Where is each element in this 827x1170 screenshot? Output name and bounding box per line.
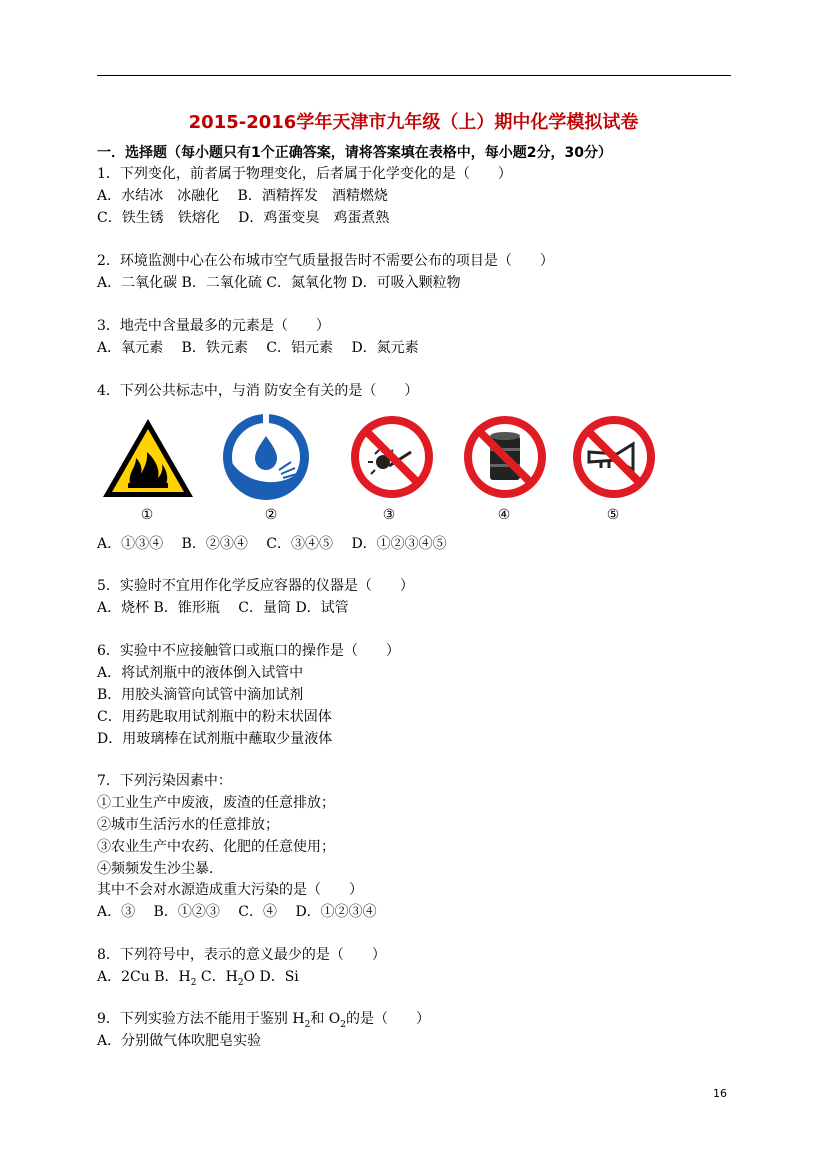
q6-option-c: C．用药匙取用试剂瓶中的粉末状固体 — [97, 709, 332, 725]
section-heading: 一．选择题（每小题只有1个正确答案，请将答案填在表格中，每小题2分，30分） — [97, 145, 612, 161]
no-oil-drum-icon — [462, 414, 548, 500]
q4-stem: 4．下列公共标志中，与消 防安全有关的是（ ） — [97, 383, 419, 399]
q8-option-d: D．Si — [259, 969, 299, 985]
sign-label-4: ④ — [497, 507, 511, 523]
water-saving-icon — [221, 412, 311, 502]
sign-label-2: ② — [264, 507, 278, 523]
no-horn-icon — [571, 414, 657, 500]
q3-stem: 3．地壳中含量最多的元素是（ ） — [97, 318, 330, 334]
q3-options: A．氧元素 B．铁元素 C．铝元素 D．氮元素 — [97, 340, 419, 356]
q8-options — [97, 968, 299, 992]
q7-question: 其中不会对水源造成重大污染的是（ ） — [97, 882, 363, 898]
flammable-warning-icon — [100, 416, 196, 500]
q8-option-a: A．2Cu — [97, 969, 150, 985]
q6-option-b: B．用胶头滴管向试管中滴加试剂 — [97, 687, 304, 703]
sign-label-3: ③ — [382, 507, 396, 523]
q7-options: A．③ B．①②③ C．④ D．①②③④ — [97, 904, 377, 920]
q6-option-d: D．用玻璃棒在试剂瓶中蘸取少量液体 — [97, 731, 333, 747]
q9-stem: 9．下列实验方法不能用于鉴别 $H_2$和 $O_2$的是（ ） — [97, 1011, 430, 1030]
q1-options-ab: A．水结冰 冰融化 B．酒精挥发 酒精燃烧 — [97, 188, 388, 204]
q2-stem: 2．环境监测中心在公布城市空气质量报告时不需要公布的项目是（ ） — [97, 253, 554, 269]
q2-options: A．二氧化碳 B．二氧化硫 C．氮氧化物 D．可吸入颗粒物 — [97, 275, 461, 291]
q9-option-a: A．分别做气体吹肥皂实验 — [97, 1033, 262, 1049]
q5-stem: 5．实验时不宜用作化学反应容器的仪器是（ ） — [97, 578, 414, 594]
q1-options-cd: C．铁生锈 铁熔化 D．鸡蛋变臭 鸡蛋煮熟 — [97, 210, 390, 226]
q7-item-2: ②城市生活污水的任意排放； — [97, 817, 279, 833]
exam-title: 2015-2016学年天津市九年级（上）期中化学模拟试卷 — [188, 112, 639, 133]
q8-option-c: C．$H_2O$ — [200, 969, 256, 988]
q5-options: A．烧杯 B．锥形瓶 C．量筒 D．试管 — [97, 600, 349, 616]
sign-label-1: ① — [140, 507, 154, 523]
q8-option-b: B．$H_2$ — [154, 969, 197, 988]
q7-item-4: ④频频发生沙尘暴． — [97, 861, 223, 877]
q7-stem: 7．下列污染因素中： — [97, 773, 232, 789]
q6-option-a: A．将试剂瓶中的液体倒入试管中 — [97, 665, 304, 681]
sign-label-5: ⑤ — [606, 507, 620, 523]
q8-stem: 8．下列符号中，表示的意义最少的是（ ） — [97, 947, 386, 963]
no-fireworks-icon — [349, 414, 435, 500]
q7-item-3: ③农业生产中农药、化肥的任意使用； — [97, 839, 335, 855]
q6-stem: 6．实验中不应接触管口或瓶口的操作是（ ） — [97, 643, 400, 659]
page-number: 16 — [713, 1087, 727, 1100]
q4-options: A．①③④ B．②③④ C．③④⑤ D．①②③④⑤ — [97, 536, 447, 552]
header-rule — [97, 75, 731, 76]
q7-item-1: ①工业生产中废液，废渣的任意排放； — [97, 795, 335, 811]
public-signs-row — [97, 412, 677, 502]
q1-stem: 1．下列变化，前者属于物理变化，后者属于化学变化的是（ ） — [97, 166, 512, 182]
